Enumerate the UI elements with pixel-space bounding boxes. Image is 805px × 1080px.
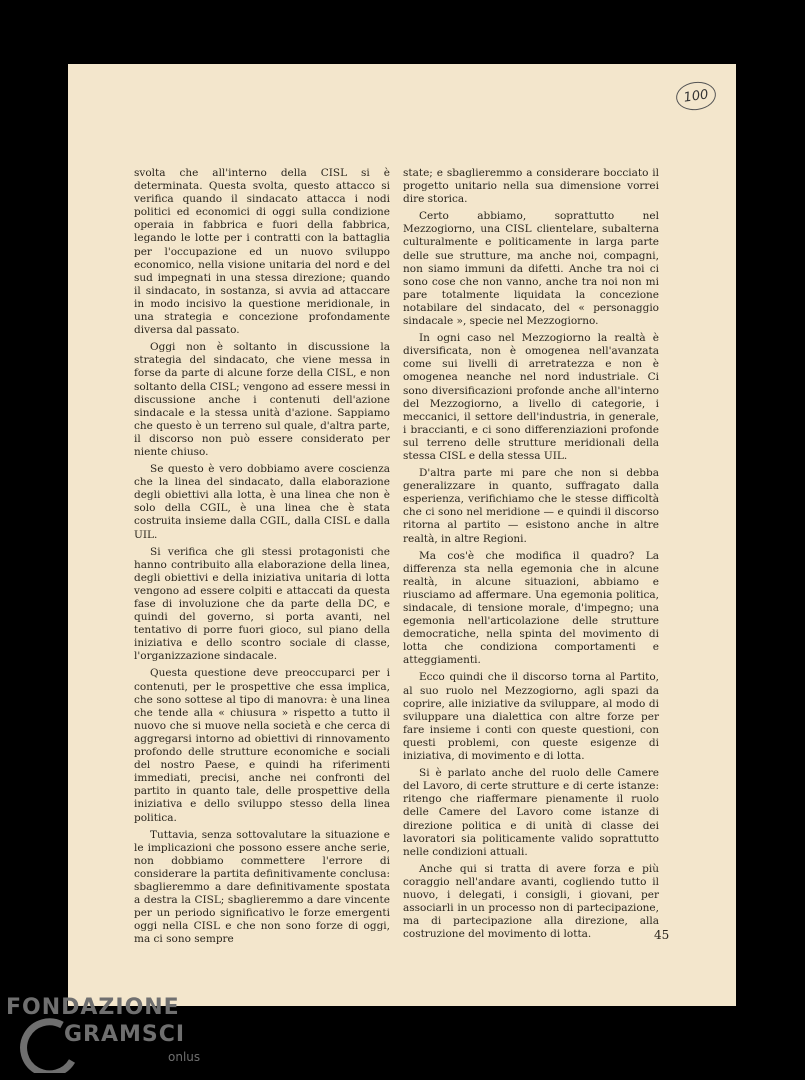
document-page: [68, 64, 736, 1006]
paragraph: D'altra parte mi pare che non si debba generalizzare in quanto, suffragato dalla esperienza, verifichiamo che le stesse difficoltà che ci sono nel meridione — e quindi il discorso ritorna al partito — esistono anche in altre realtà, in altre Regioni.: [403, 467, 659, 545]
paragraph: Si è parlato anche del ruolo delle Camere del Lavoro, di certe strutture e di certe istanze: ritengo che riaffermare pienamente il ruolo delle Camere del Lavoro come istanze di direzione politica e di unità di classe dei lavoratori sia politicamente valido soprattutto nelle condizioni attuali.: [403, 767, 659, 858]
paragraph: svolta che all'interno della CISL si è determinata. Questa svolta, questo attacco si verifica quando il sindacato attacca i nodi politici ed economici di oggi sulla condizione operaia in fabbrica e fuori della fabbrica, legando le lotte per i contratti con la battaglia per l'occupazione ed un nuovo sviluppo economico, nella visione unitaria del nord e del sud impegnati in una stessa direzione; quando il sindacato, in sostanza, si avvia ad attaccare in modo incisivo la questione meridionale, in una strategia e concezione profondamente diversa dal passato.: [134, 167, 390, 337]
paragraph: Se questo è vero dobbiamo avere coscienza che la linea del sindacato, dalla elaborazione degli obiettivi alla lotta, è una linea che non è solo della CGIL, è una linea che è stata costruita insieme dalla CGIL, dalla CISL e dalla UIL.: [134, 463, 390, 541]
paragraph: Ma cos'è che modifica il quadro? La differenza sta nella egemonia che in alcune realtà, in alcune situazioni, abbiamo e riusciamo ad affermare. Una egemonia politica, sindacale, di tensione morale, d'impegno; una egemonia nell'articolazione delle strutture democratiche, nella spinta del movimento di lotta che condiziona comportamenti e atteggiamenti.: [403, 549, 659, 667]
watermark-line-2: GRAMSCI: [64, 1022, 186, 1047]
left-text-column: [134, 167, 390, 950]
paragraph: Ecco quindi che il discorso torna al Partito, al suo ruolo nel Mezzogiorno, agli spazi da coprire, alle iniziative da sviluppare, al modo di sviluppare una dialettica con altre forze per fare insieme i conti con queste questioni, con questi problemi, con queste esigenze di iniziativa, di movimento e di lotta.: [403, 671, 659, 763]
paragraph: Tuttavia, senza sottovalutare la situazione e le implicazioni che possono essere anche serie, non dobbiamo commettere l'errore di considerare la partita definitivamente conclusa: sbaglieremmo a dare definitivamente spostata a destra la CISL; sbaglieremmo a dare vincente per un periodo significativo le forze emergenti oggi nella CISL e che non sono forze di oggi, ma ci sono sempre: [134, 828, 390, 946]
fondazione-gramsci-watermark: [6, 993, 206, 1073]
paragraph: Anche qui si tratta di avere forza e più coraggio nell'andare avanti, cogliendo tutto il nuovo, i delegati, i consigli, i giovani, per associarli in un processo non di partecipazione, ma di partecipazione alla direzione, alla costruzione del movimento di lotta.: [403, 862, 659, 941]
paragraph: Certo abbiamo, soprattutto nel Mezzogiorno, una CISL clientelare, subalterna culturalmente e politicamente in larga parte delle sue strutture, ma anche noi, compagni, non siamo immuni da difetti. Anche tra noi ci sono cose che non vanno, anche tra noi non mi pare totalmente liquidata la concezione notabilare del sindacato, del « personaggio sindacale », specie nel Mezzogiorno.: [403, 210, 659, 328]
right-text-column: [403, 167, 659, 945]
paragraph: Oggi non è soltanto in discussione la strategia del sindacato, che viene messa in forse da parte di alcune forze della CISL, e non soltanto della CISL; vengono ad essere messi in discussione anche i contenuti dell'azione sindacale e la stessa unità d'azione. Sappiamo che questo è un terreno sul quale, d'altra parte, il discorso non può essere considerato per niente chiuso.: [134, 341, 390, 458]
watermark-line-3: onlus: [168, 1050, 201, 1064]
paragraph: Questa questione deve preoccuparci per i contenuti, per le prospettive che essa implica, che sono sottese al tipo di manovra: è una linea che tende alla « chiusura » rispetto a tutto il nuovo che si muove nella società e che cerca di aggregarsi intorno ad obiettivi di rinnovamento profondo delle strutture economiche e sociali del nostro Paese, e quindi ha riferimenti immediati, precisi, anche nei confronti del partito in quanto tale, delle prospettive della iniziativa e dello sviluppo stesso della linea politica.: [134, 667, 390, 824]
paragraph: Si verifica che gli stessi protagonisti che hanno contribuito alla elaborazione della linea, degli obiettivi e della iniziativa unitaria di lotta vengono ad essere colpiti e attaccati da questa fase di involuzione che da parte della DC, e quindi del governo, si porta avanti, nel tentativo di porre fuori gioco, sul piano della iniziativa e dello scontro sociale di classe, l'organizzazione sindacale.: [134, 545, 390, 663]
watermark-line-1: FONDAZIONE: [6, 995, 180, 1020]
paragraph: In ogni caso nel Mezzogiorno la realtà è diversificata, non è omogenea nell'avanzata come sui livelli di arretratezza e non è omogenea neanche nel nord industriale. Ci sono diversificazioni profonde anche all'interno del Mezzogiorno, a livello di categorie, i meccanici, il settore dell'industria, in generale, i braccianti, e ci sono differenziazioni profonde sul terreno delle strutture meridionali della stessa CISL e della stessa UIL.: [403, 332, 659, 462]
page-number: 45: [654, 928, 670, 942]
handwritten-page-annotation: 100: [674, 79, 718, 112]
paragraph: state; e sbaglieremmo a considerare bocciato il progetto unitario nella sua dimensione vorrei dire storica.: [403, 167, 659, 206]
